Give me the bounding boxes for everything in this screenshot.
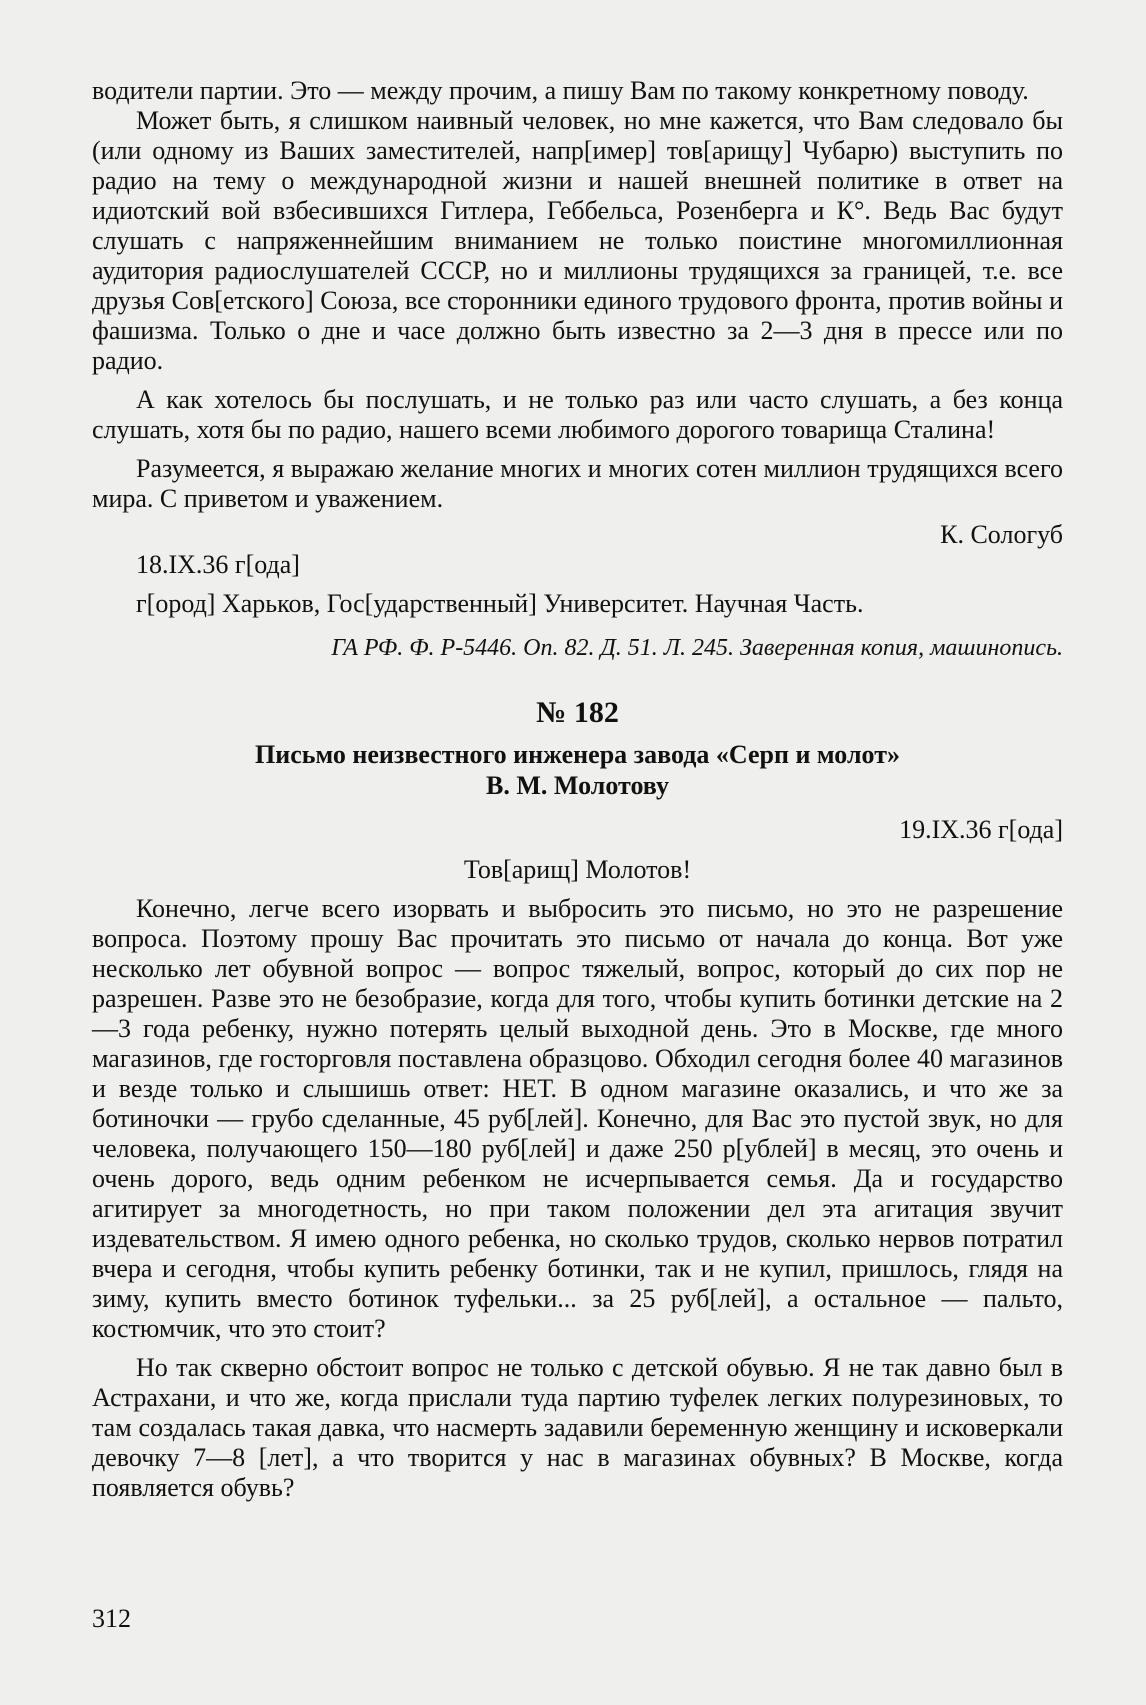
page-content — [92, 76, 1063, 1503]
page-number: 312 — [92, 1604, 131, 1633]
archive-source: ГА РФ. Ф. Р-5446. Оп. 82. Д. 51. Л. 245. Заверенная копия, машинопись. — [331, 635, 1063, 661]
paragraph-continued: водители партии. Это — между прочим, а пишу Вам по такому конкретному поводу. — [92, 76, 1029, 105]
document-date: 19.IX.36 г[ода] — [899, 815, 1063, 844]
paragraph-radio-speech: Может быть, я слишком наивный человек, но мне кажется, что Вам следовало бы (или одному из Ваших заместителей, напр[имер] тов[арищу] Чубарю) выступить по радио на тему о международной жизни и нашей внешней политике в ответ на идиотский вой взбесившихся Гитлера, Геббельса, Розенберга и К°. Ведь Вас будут слушать с напряженнейшим вниманием не только поистине многомиллионная аудитория радиослушателей СССР, но и миллионы трудящихся за границей, т.е. все друзья Сов[етского] Союза, все сторонники единого трудового фронта, против войны и фашизма. Только о дне и часе должно быть известно за 2—3 дня в прессе или по радио. — [92, 106, 1063, 375]
paragraph-listen-stalin: А как хотелось бы послушать, и не только раз или часто слушать, а без конца слушать, хотя бы по радио, нашего всеми любимого дорогого товарища Сталина! — [92, 385, 1063, 444]
signature: К. Сологуб — [940, 520, 1063, 549]
document-title-line2: В. М. Молотову — [486, 771, 669, 800]
salutation: Тов[арищ] Молотов! — [463, 855, 692, 884]
letter-paragraph-astrakhan: Но так скверно обстоит вопрос не только с детской обувью. Я не так давно был в Астрахани, и что же, когда прислали туда партию туфелек легких полурезиновых, то там создалась такая давка, что насмерть задавили беременную женщину и исковеркали девочку 7—8 [лет], а что творится у нас в магазинах обувных? В Москве, когда появляется обувь? — [92, 1353, 1063, 1502]
document-title-line1: Письмо неизвестного инженера завода «Серп и молот» — [255, 740, 900, 769]
document-number: № 182 — [536, 696, 619, 729]
letter-date: 18.IX.36 г[ода] — [136, 550, 300, 579]
paragraph-closing: Разумеется, я выражаю желание многих и многих сотен миллион трудящихся всего мира. С приветом и уважением. — [92, 454, 1063, 513]
sender-address: г[ород] Харьков, Гос[ударственный] Университет. Научная Часть. — [136, 589, 864, 618]
letter-paragraph-shoes: Конечно, легче всего изорвать и выбросить это письмо, но это не разрешение вопроса. Поэтому прошу Вас прочитать это письмо от начала до конца. Вот уже несколько лет обувной вопрос — вопрос тяжелый, вопрос, который до сих пор не разрешен. Разве это не безобразие, когда для того, чтобы купить ботинки детские на 2—3 года ребенку, нужно потерять целый выходной день. Это в Москве, где много магазинов, где госторговля поставлена образцово. Обходил сегодня более 40 магазинов и везде только и слышишь ответ: НЕТ. В одном магазине оказались, и что же за ботиночки — грубо сделанные, 45 руб[лей]. Конечно, для Вас это пустой звук, но для человека, получающего 150—180 руб[лей] и даже 250 р[ублей] в месяц, это очень и очень дорого, ведь одним ребенком не исчерпывается семья. Да и государство агитирует за многодетность, но при таком положении дел эта агитация звучит издевательством. Я имею одного ребенка, но сколько трудов, сколько нервов потратил вчера и сегодня, чтобы купить ребенку ботинки, так и не купил, пришлось, глядя на зиму, купить вместо ботинок туфельки... за 25 руб[лей], а остальное — пальто, костюмчик, что это стоит? — [92, 894, 1063, 1343]
